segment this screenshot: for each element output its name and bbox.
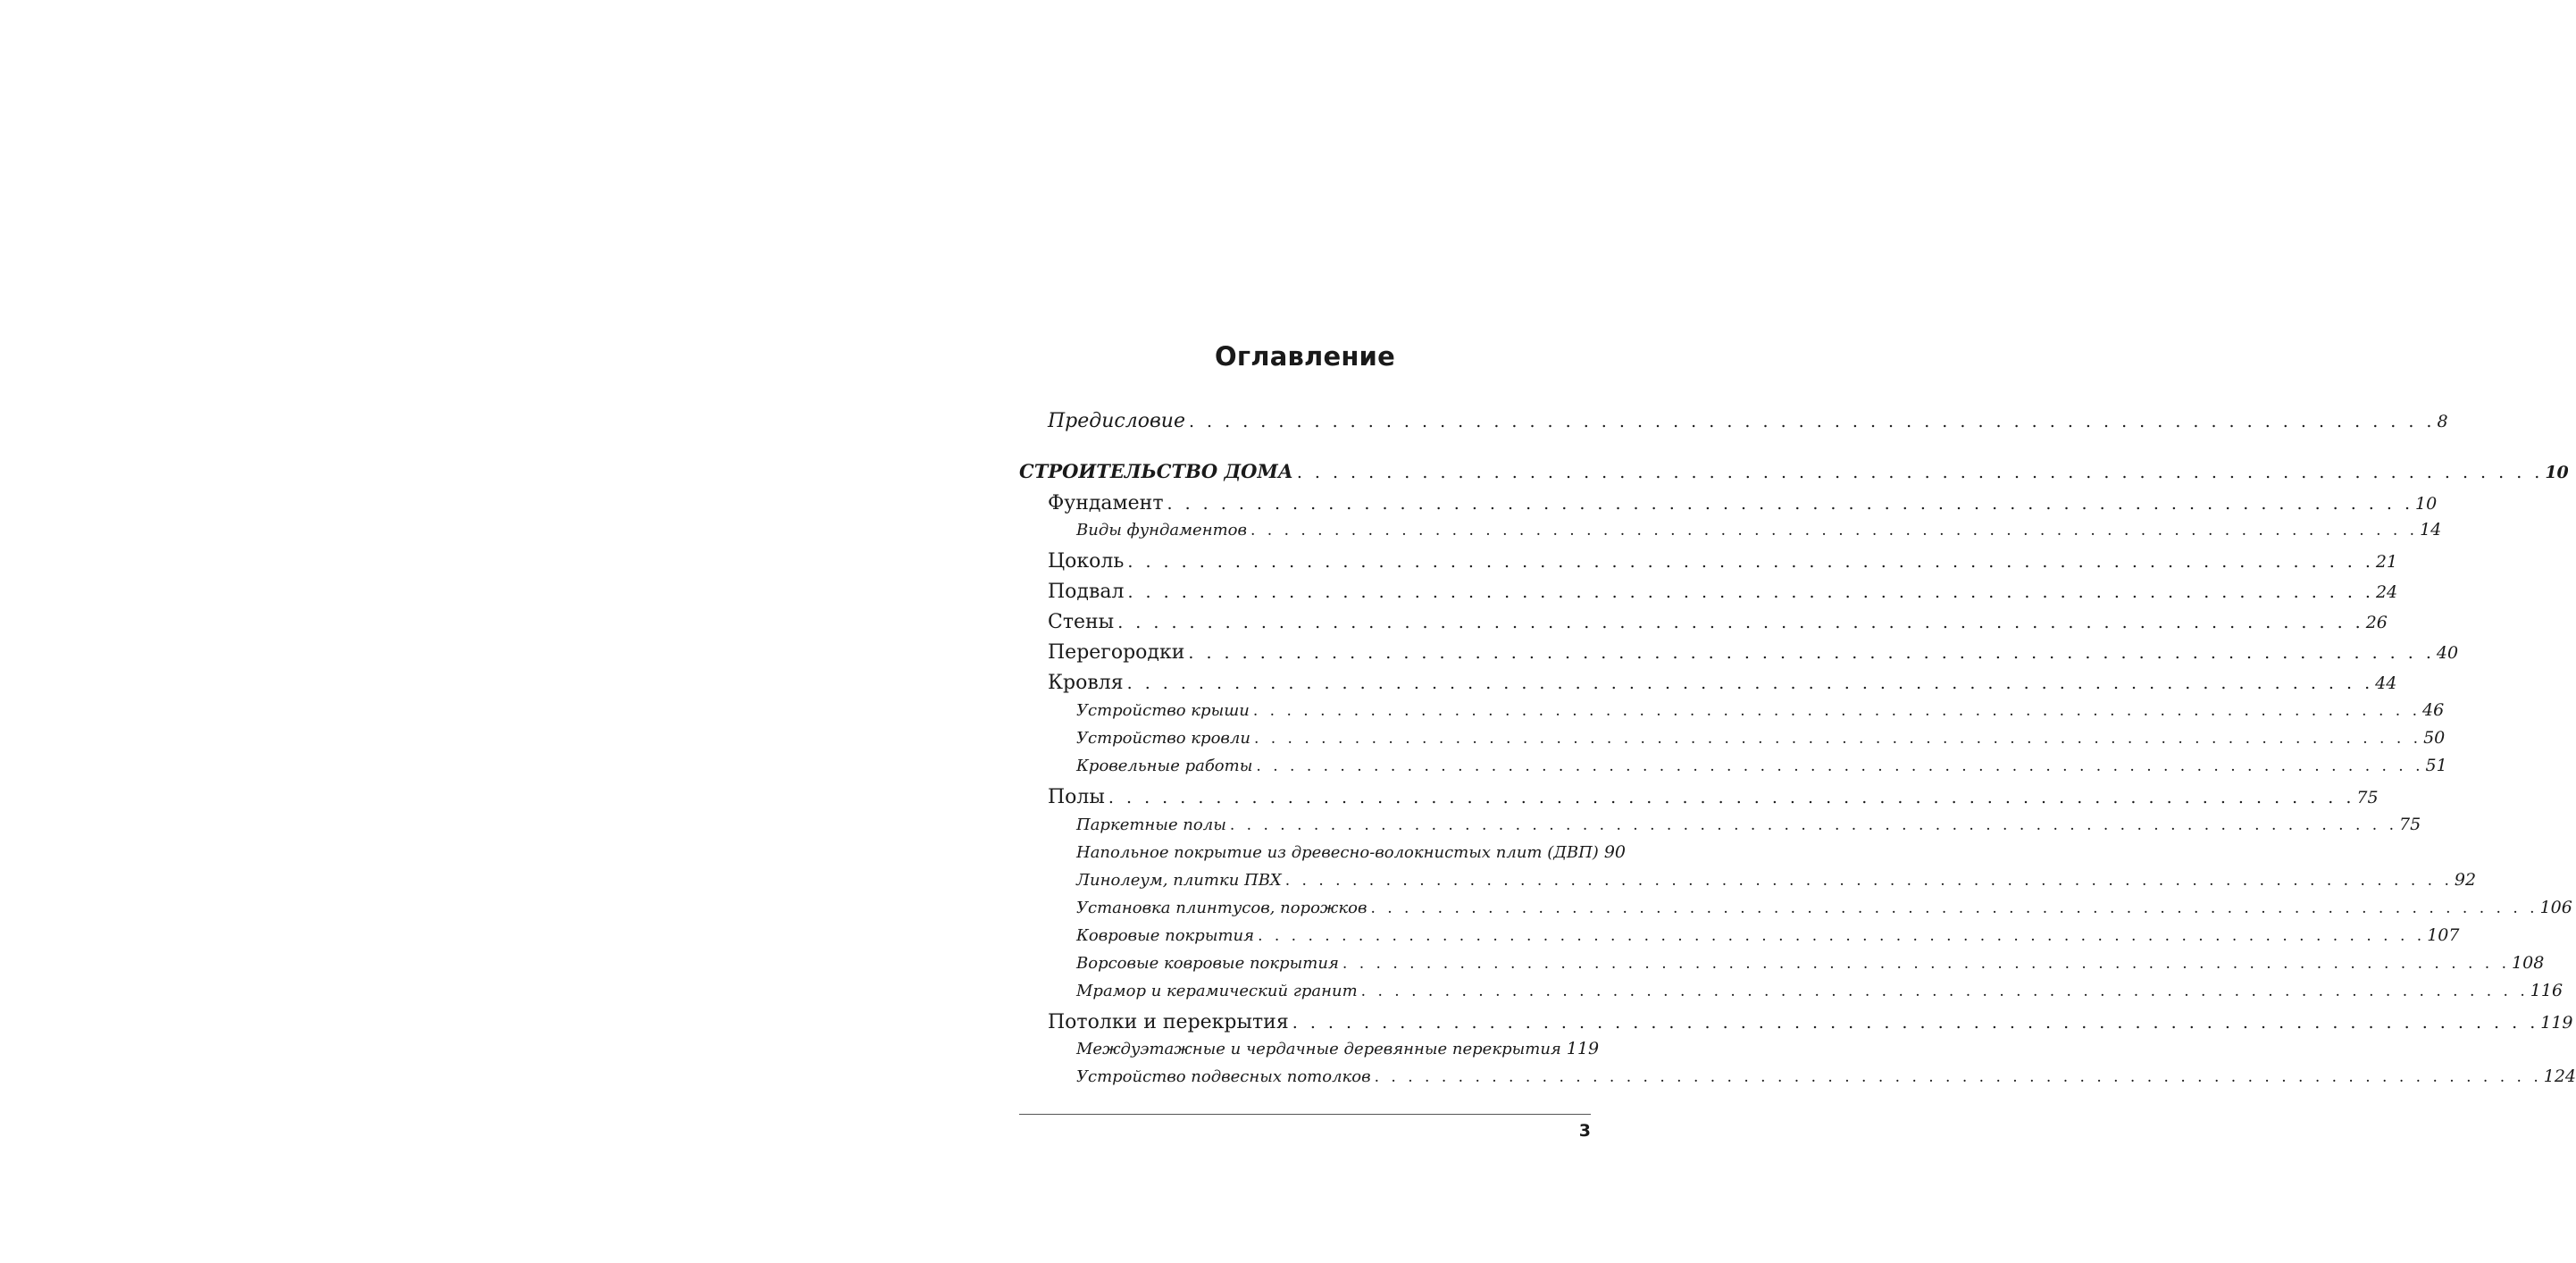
- toc-leader-dots: . . . . . . . . . . . . . . . . . . . . . . . . . . . . . . . . . . . . . . . . . . . . . . . . . . . . . . . . . . . . . . . . . . . . . .: [1127, 552, 2374, 572]
- toc-entry: [1019, 639, 2459, 667]
- toc-leader-dots: . . . . . . . . . . . . . . . . . . . . . . . . . . . . . . . . . . . . . . . . . . . . . . . . . . . . . . . . . . . . . . . . . . . . . .: [1167, 494, 2413, 514]
- toc-entry-page: 50: [2423, 728, 2446, 748]
- toc-entry-page: 24: [2375, 582, 2398, 602]
- toc-entry-title: Междуэтажные и чердачные деревянные перекрытия: [1076, 1040, 1561, 1058]
- toc-entry-title: Устройство подвесных потолков: [1076, 1067, 1371, 1086]
- toc-entry-page: 10: [2545, 463, 2569, 482]
- toc-entry-title: Кровля: [1048, 672, 1124, 694]
- toc-entry-page: 107: [2427, 925, 2460, 945]
- toc-entry: [1019, 979, 2563, 1002]
- toc-entry-page: 75: [2399, 815, 2421, 834]
- toc-entry-page: 8: [2437, 412, 2448, 431]
- toc-leader-dots: . . . . . . . . . . . . . . . . . . . . . . . . . . . . . . . . . . . . . . . . . . . . . . . . . . . . . . . . . . . . . . . . . . . . . .: [1292, 1013, 2539, 1033]
- toc-entry: [1019, 407, 2448, 436]
- toc-leader-dots: . . . . . . . . . . . . . . . . . . . . . . . . . . . . . . . . . . . . . . . . . . . . . . . . . . . . . . . . . . . . . . . . . . . . . .: [1258, 927, 2426, 945]
- toc-leader-dots: . . . . . . . . . . . . . . . . . . . . . . . . . . . . . . . . . . . . . . . . . . . . . . . . . . . . . . . . . . . . . . . . . . . . . .: [1229, 816, 2398, 834]
- toc-entry: [1019, 841, 1627, 864]
- toc-entry-title: Мрамор и керамический гранит: [1076, 982, 1358, 1000]
- toc-entry: [1019, 489, 2438, 518]
- toc-leader-dots: . . . . . . . . . . . . . . . . . . . . . . . . . . . . . . . . . . . . . . . . . . . . . . . . . . . . . . . . . . . . . . . . . . . . . .: [1188, 643, 2435, 663]
- toc-leader-dots: . . . . . . . . . . . . . . . . . . . . . . . . . . . . . . . . . . . . . . . . . . . . . . . . . . . . . . . . . . . . . . . . . . . . . .: [1117, 613, 2364, 632]
- toc-entry-title: Линолеум, плитки ПВХ: [1076, 871, 1282, 890]
- toc-entry-title: СТРОИТЕЛЬСТВО ДОМА: [1019, 460, 1293, 482]
- toc-entry: [1019, 868, 2477, 891]
- toc-entry-page: 40: [2436, 643, 2459, 663]
- toc-entry-title: Установка плинтусов, порожков: [1076, 899, 1367, 917]
- toc-entry-title: Предисловие: [1048, 410, 1185, 432]
- toc-leader-dots: . . . . . . . . . . . . . . . . . . . . . . . . . . . . . . . . . . . . . . . . . . . . . . . . . . . . . . . . . . . . . . . . . . . . . .: [1342, 955, 2511, 973]
- toc-entry: [1019, 608, 2388, 637]
- toc-entry-title: Перегородки: [1048, 641, 1185, 664]
- page-number: 3: [1578, 1121, 1591, 1141]
- toc-entry: [1019, 924, 2460, 947]
- toc-leader-dots: . . . . . . . . . . . . . . . . . . . . . . . . . . . . . . . . . . . . . . . . . . . . . . . . . . . . . . . . . . . . . . . . . . . . . .: [1253, 730, 2422, 748]
- toc-entry-page: 124: [2543, 1066, 2576, 1086]
- toc-entry-title: Полы: [1048, 786, 1105, 808]
- toc-leader-dots: . . . . . . . . . . . . . . . . . . . . . . . . . . . . . . . . . . . . . . . . . . . . . . . . . . . . . . . . . . . . . . . . . . . . . .: [1284, 872, 2453, 890]
- toc-entry-page: 119: [2540, 1013, 2573, 1033]
- toc-entry-page: 75: [2356, 788, 2379, 807]
- toc-entry-title: Стены: [1048, 611, 1115, 633]
- toc-leader-dots: . . . . . . . . . . . . . . . . . . . . . . . . . . . . . . . . . . . . . . . . . . . . . . . . . . . . . . . . . . . . . . . . . . . . . .: [1127, 582, 2374, 602]
- toc-entry: [1019, 1037, 1600, 1060]
- toc-entry-title: Виды фундаментов: [1076, 521, 1247, 539]
- toc-leader-dots: . . . . . . . . . . . . . . . . . . . . . . . . . . . . . . . . . . . . . . . . . . . . . . . . . . . . . . . . . . . . . . . . . . . . . .: [1374, 1068, 2542, 1086]
- toc-entry-title: Напольное покрытие из древесно-волокнистых плит (ДВП): [1076, 843, 1599, 862]
- toc-entry-title: Ворсовые ковровые покрытия: [1076, 954, 1339, 973]
- toc-entry: [1019, 896, 2572, 919]
- toc-entry: [1019, 783, 2379, 812]
- toc-entry-title: Кровельные работы: [1076, 757, 1253, 775]
- toc-entry-page: 21: [2375, 552, 2398, 572]
- toc-leader-dots: . . . . . . . . . . . . . . . . . . . . . . . . . . . . . . . . . . . . . . . . . . . . . . . . . . . . . . . . . . . . . . . . . . . . . .: [1370, 899, 2538, 917]
- toc-entry: [1019, 1065, 2576, 1088]
- toc-entry: [1019, 698, 2445, 722]
- toc-entry-page: 26: [2365, 613, 2388, 632]
- footer-rule: [1019, 1114, 1591, 1115]
- toc-entry-page: 108: [2512, 953, 2545, 973]
- toc-entry-page: 10: [2415, 494, 2438, 514]
- toc-list: [1019, 330, 2576, 1090]
- toc-entry: [1019, 951, 2545, 974]
- toc-entry-title: Потолки и перекрытия: [1048, 1011, 1289, 1033]
- toc-entry: [1019, 578, 2398, 606]
- toc-entry-page: 14: [2420, 520, 2442, 539]
- toc-entry-page: 106: [2539, 898, 2572, 917]
- toc-entry-title: Подвал: [1048, 581, 1125, 603]
- toc-leader-dots: . . . . . . . . . . . . . . . . . . . . . . . . . . . . . . . . . . . . . . . . . . . . . . . . . . . . . . . . . . . . . . . . . . . . . .: [1256, 757, 2424, 775]
- toc-leader-dots: . . . . . . . . . . . . . . . . . . . . . . . . . . . . . . . . . . . . . . . . . . . . . . . . . . . . . . . . . . . . . . . . . . . . . .: [1108, 788, 2355, 807]
- toc-entry: [1019, 518, 2442, 541]
- toc-entry-page: 51: [2425, 756, 2447, 775]
- toc-leader-dots: . . . . . . . . . . . . . . . . . . . . . . . . . . . . . . . . . . . . . . . . . . . . . . . . . . . . . . . . . . . . . . . . . . . . . .: [1126, 673, 2374, 693]
- toc-entry-page: 44: [2375, 673, 2397, 693]
- toc-entry: [1019, 669, 2397, 698]
- toc-entry-page: 90: [1603, 842, 1627, 862]
- toc-entry-title: Устройство крыши: [1076, 701, 1250, 720]
- toc-entry-page: 116: [2530, 981, 2563, 1000]
- toc-entry-title: Фундамент: [1048, 492, 1164, 514]
- toc-entry: [1019, 1008, 2573, 1037]
- toc-page: [1019, 330, 2576, 1143]
- toc-entry-title: Паркетные полы: [1076, 816, 1226, 834]
- toc-leader-dots: . . . . . . . . . . . . . . . . . . . . . . . . . . . . . . . . . . . . . . . . . . . . . . . . . . . . . . . . . . . . . . . . . . . . . .: [1188, 412, 2436, 431]
- toc-leader-dots: . . . . . . . . . . . . . . . . . . . . . . . . . . . . . . . . . . . . . . . . . . . . . . . . . . . . . . . . . . . . . . . . . . . . . .: [1296, 463, 2544, 482]
- toc-entry-title: Ковровые покрытия: [1076, 926, 1255, 945]
- toc-entry-title: Цоколь: [1048, 550, 1125, 573]
- toc-entry-page: 119: [1566, 1039, 1600, 1058]
- toc-leader-dots: . . . . . . . . . . . . . . . . . . . . . . . . . . . . . . . . . . . . . . . . . . . . . . . . . . . . . . . . . . . . . . . . . . . . . .: [1252, 702, 2421, 720]
- toc-entry: [1019, 726, 2446, 749]
- toc-entry-title: Устройство кровли: [1076, 729, 1250, 748]
- toc-entry-page: 46: [2422, 700, 2445, 720]
- toc-leader-dots: . . . . . . . . . . . . . . . . . . . . . . . . . . . . . . . . . . . . . . . . . . . . . . . . . . . . . . . . . . . . . . . . . . . . . .: [1360, 983, 2529, 1000]
- toc-leader-dots: . . . . . . . . . . . . . . . . . . . . . . . . . . . . . . . . . . . . . . . . . . . . . . . . . . . . . . . . . . . . . . . . . . . . . .: [1250, 522, 2419, 539]
- toc-entry: [1019, 813, 2421, 836]
- toc-entry: [1019, 548, 2398, 576]
- toc-title: Оглавление: [1215, 341, 1395, 372]
- toc-entry: [1019, 458, 2569, 485]
- toc-entry: [1019, 754, 2447, 777]
- toc-entry-page: 92: [2454, 870, 2477, 890]
